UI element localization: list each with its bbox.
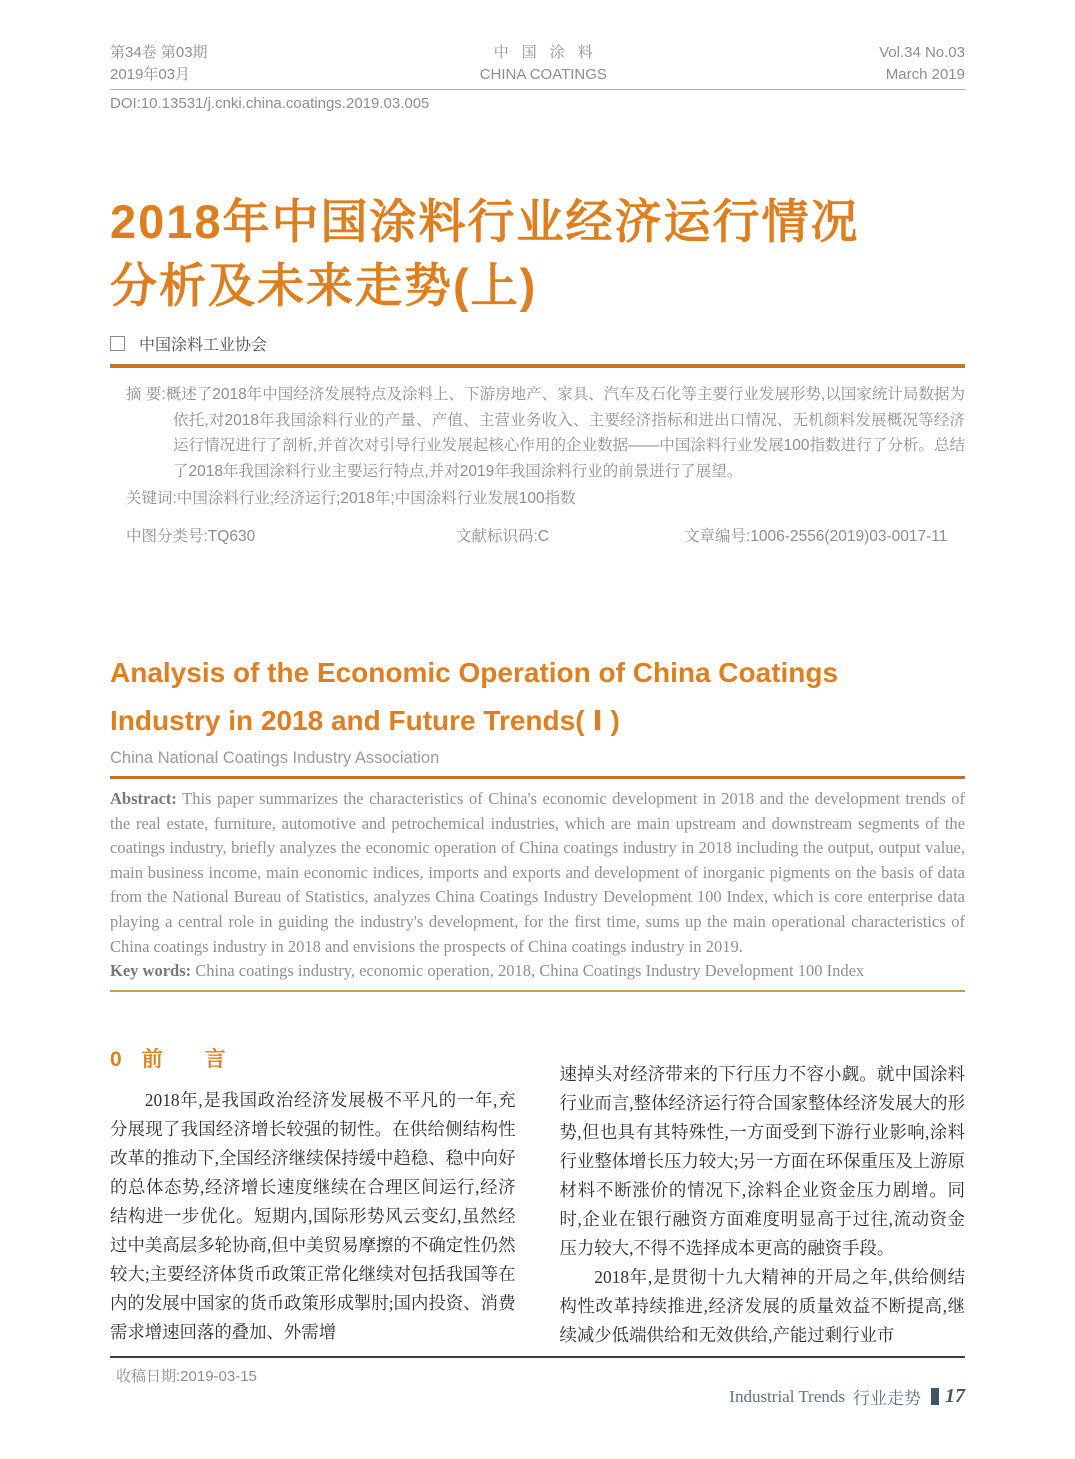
body-paragraph: 2018年,是贯彻十九大精神的开局之年,供给侧结构性改革持续推进,经济发展的质量效益不断提高,继续减少低端供给和无效供给,产能过剩行业市 xyxy=(559,1266,965,1345)
author-marker-icon xyxy=(110,336,125,351)
article-title-cn-line2: 分析及未来走势(上) xyxy=(110,259,538,312)
abstract-label-en: Abstract: xyxy=(110,789,177,808)
volume-issue-cn: 第34卷 第03期 xyxy=(110,44,208,61)
byline xyxy=(110,332,965,355)
keywords-label-cn: 关键词: xyxy=(126,490,177,507)
page-footer xyxy=(729,1384,965,1409)
keywords-cn xyxy=(126,486,965,512)
journal-header xyxy=(110,0,965,86)
body-paragraph: 2018年,是我国政治经济发展极不平凡的一年,充分展现了我国经济增长较强的韧性。在供给侧结构性改革的推动下,全国经济继续保持缓中趋稳、稳中向好的总体态势,经济增长速度继续在合理区间运行,经济结构进一步优化。短期内,国际形势风云变幻,虽然经过中美高层多轮协商,但中美贸易摩擦的不确定性仍然较大;主要经济体货币政策正常化继续对包括我国等在内的发展中国家的货币政策形成掣肘;国内投资、消费需求增速回落的叠加、外需增 xyxy=(110,1089,516,1342)
date-en: March 2019 xyxy=(885,66,965,83)
header-right xyxy=(879,42,965,86)
section-number: 0 xyxy=(110,1047,122,1071)
footer-section-en: Industrial Trends xyxy=(729,1386,845,1406)
article-id: 文章编号:1006-2556(2019)03-0017-11 xyxy=(684,527,948,545)
header-divider xyxy=(110,89,965,90)
abstract-label-cn: 摘 要: xyxy=(126,386,166,403)
column-right xyxy=(560,1046,966,1350)
journal-name-en: CHINA COATINGS xyxy=(479,66,607,83)
date-cn: 2019年03月 xyxy=(110,66,191,83)
keywords-label-en: Key words: xyxy=(110,961,192,981)
abstract-cn xyxy=(126,382,965,484)
abstract-text-cn: 概述了2018年中国经济发展特点及涂料上、下游房地产、家具、汽车及石化等主要行业发展形势,以国家统计局数据为依托,对2018年我国涂料行业的产量、产值、主营业务收入、主要经济指标和进出口情况、无机颜料发展概况等经济运行情况进行了剖析,并首次对引导行业发展起核心作用的企业数据——中国涂料行业发展100指数进行了分析。总结了2018年我国涂料行业主要运行特点,并对2019年我国涂料行业的前景进行了展望。 xyxy=(165,386,965,480)
page-number: 17 xyxy=(945,1385,965,1407)
keywords-text-cn: 中国涂料行业;经济运行;2018年;中国涂料行业发展100指数 xyxy=(176,490,576,507)
volume-issue-en: Vol.34 No.03 xyxy=(879,44,965,61)
section-heading xyxy=(110,1046,516,1074)
column-left xyxy=(110,1046,516,1350)
footnote-divider xyxy=(110,1356,965,1358)
classification-row xyxy=(126,524,965,550)
english-abstract-block xyxy=(110,787,965,984)
footer-divider-bar xyxy=(931,1388,939,1405)
header-center xyxy=(480,42,607,86)
doi: DOI:10.13531/j.cnki.china.coatings.2019.03.005 xyxy=(110,95,430,112)
english-title-rule xyxy=(110,776,965,779)
body-columns xyxy=(110,1046,965,1350)
abstract-en xyxy=(110,787,965,959)
document-code: 文献标识码:C xyxy=(456,527,550,545)
article-title-en-line2: Industry in 2018 and Future Trends( Ⅰ ) xyxy=(110,705,620,736)
chinese-abstract-block xyxy=(126,382,965,549)
keywords-text-en: China coatings industry, economic operation, 2018, China Coatings Industry Development 100 Index xyxy=(195,961,865,981)
keywords-en xyxy=(110,959,965,984)
article-title-en-line1: Analysis of the Economic Operation of China Coatings xyxy=(110,657,839,688)
title-rule xyxy=(110,364,965,368)
article-title-en xyxy=(110,649,965,745)
journal-name-cn: 中国涂料 xyxy=(493,44,606,61)
abstract-bottom-rule xyxy=(110,990,965,992)
author-cn: 中国涂料工业协会 xyxy=(139,337,268,354)
clc-number: 中图分类号:TQ630 xyxy=(126,527,256,545)
footer-section-cn: 行业走势 xyxy=(853,1389,921,1408)
article-title-cn xyxy=(110,190,965,318)
abstract-text-en: This paper summarizes the characteristics of China's economic development in 2018 and the development trends of the real estate, furniture, automotive and petrochemical industries, which are main upstream and downstream segments of the coatings industry, briefly analyzes the economic operation of China coatings industry in 2018 including the output, output value, main business income, main economic indices, imports and exports and development of inorganic pigments on the basis of data from the National Bureau of Statistics, analyzes China Coatings Industry Development 100 Index, which is core enterprise data playing a central role in guiding the industry's development, for the first time, sums up the main operational characteristics of China coatings industry in 2018 and envisions the prospects of China coatings industry in 2019. xyxy=(110,789,966,956)
body-paragraph: 速掉头对经济带来的下行压力不容小觑。就中国涂料行业而言,整体经济运行符合国家整体经济发展大的形势,但也具有其特殊性,一方面受到下游行业影响,涂料行业整体增长压力较大;另一方面在环保重压及上游原材料不断涨价的情况下,涂料企业资金压力剧增。同时,企业在银行融资方面难度明显高于过往,流动资金压力较大,不得不选择成本更高的融资手段。 xyxy=(559,1063,965,1258)
header-left xyxy=(110,42,208,86)
author-en: China National Coatings Industry Association xyxy=(110,749,440,767)
article-title-cn-line1: 2018年中国涂料行业经济运行情况 xyxy=(110,195,860,248)
section-title: 前 言 xyxy=(141,1047,244,1071)
received-date: 收稿日期:2019-03-15 xyxy=(116,1367,257,1385)
